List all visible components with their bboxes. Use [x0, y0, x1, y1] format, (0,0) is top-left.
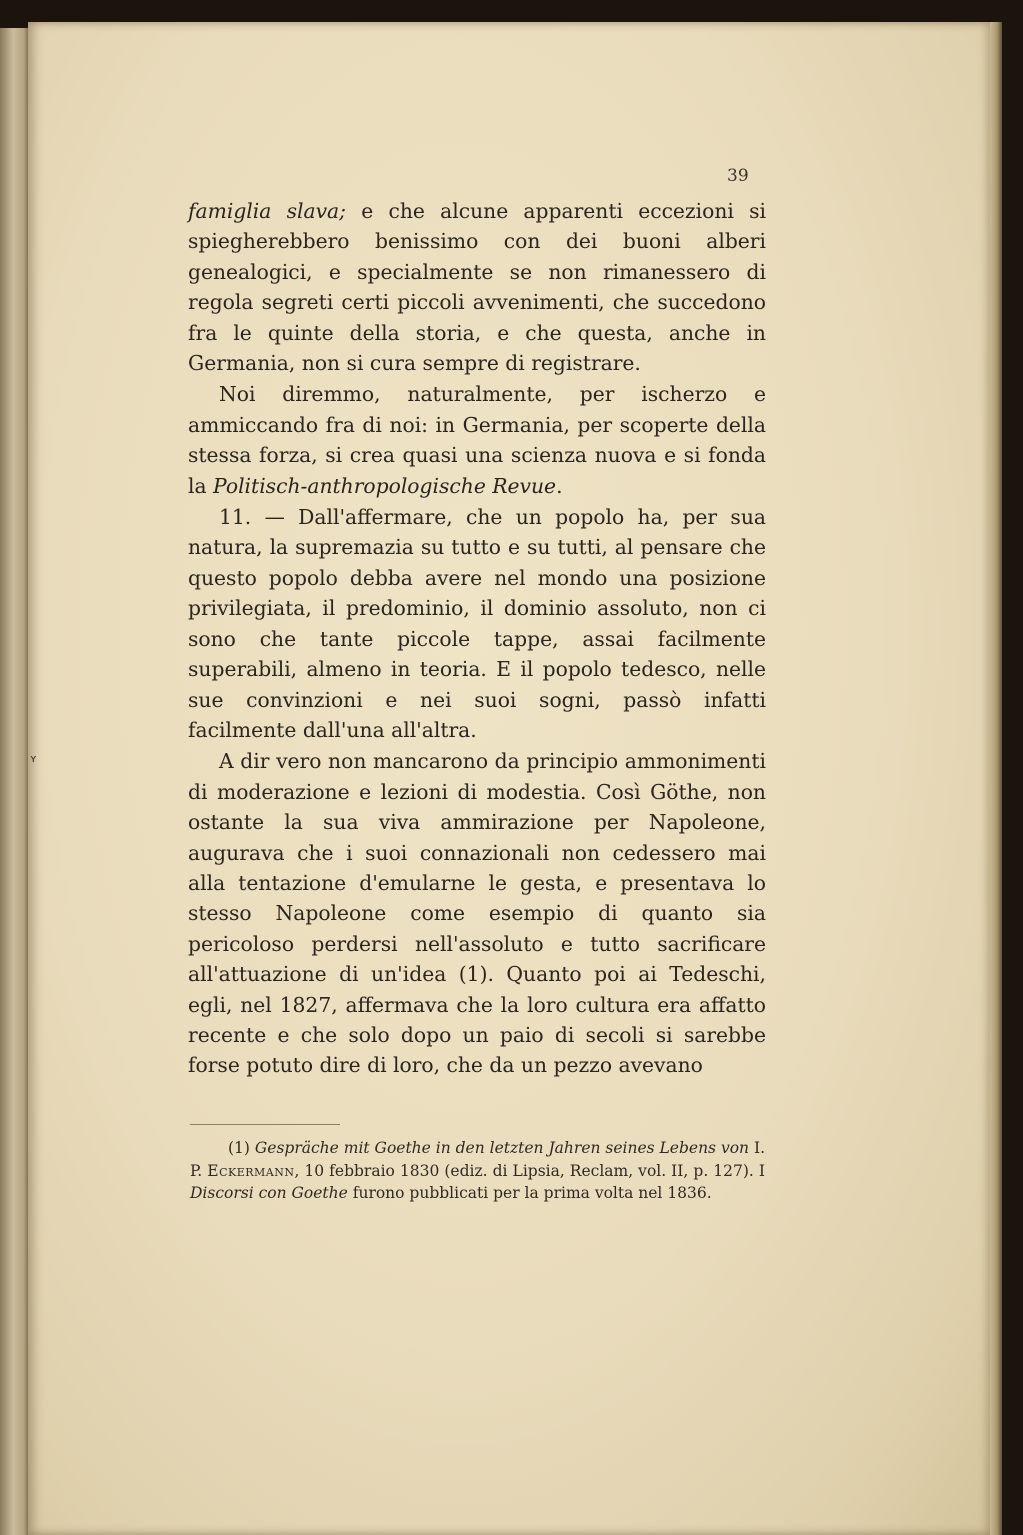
- main-text: [188, 196, 766, 1081]
- paragraph-1-text: e che alcune apparenti eccezioni si spiegherebbero benissimo con dei buoni alberi genealogici, e specialmente se non rimanessero di regola segreti certi piccoli avvenimenti, che succedono fra le quinte della storia, e che questa, anche in Germania, non si cura sempre di registrare.: [188, 199, 766, 376]
- page-number: 39: [727, 166, 749, 186]
- paragraph-1: [188, 196, 766, 378]
- paragraph-2-end: .: [556, 473, 563, 498]
- footnote-work-title: Discorsi con Goethe: [190, 1184, 348, 1202]
- section-number: 11.: [219, 505, 252, 530]
- left-page-edge: [0, 28, 30, 1535]
- footnote-book-title: Gespräche mit Goethe in den letzten Jahren seines Lebens von: [254, 1139, 750, 1157]
- footnote-marker: (1): [228, 1139, 250, 1157]
- paragraph-2-text: Noi diremmo, naturalmente, per ischerzo e ammiccando fra di noi: in Germania, per scoperte della stessa forza, si crea quasi una scienza nuova e si fonda la: [188, 382, 766, 498]
- footnote-text-2: , 10 febbraio 1830 (ediz. di Lipsia, Reclam, vol. II, p. 127). I: [294, 1161, 765, 1180]
- paragraph-4-text: A dir vero non mancarono da principio ammonimenti di moderazione e lezioni di modestia. Così Göthe, non ostante la sua viva ammirazione per Napoleone, augurava che i suoi connazionali non cedessero mai alla tentazione d'emularne le gesta, e presentava lo stesso Napoleone come esempio di quanto sia pericoloso perdersi nell'assoluto e tutto sacrificare all'attuazione di un'idea (1). Quanto poi ai Tedeschi, egli, nel 1827, affermava che la loro cultura era affatto recente e che solo dopo un paio di secoli si sarebbe forse potuto dire di loro, che da un pezzo avevano: [188, 749, 766, 1078]
- margin-mark: ʏ: [30, 752, 37, 765]
- footnote-rule: [190, 1124, 340, 1125]
- journal-title: Politisch-anthropologische Revue: [213, 473, 557, 498]
- right-page-edge: [990, 22, 1002, 1535]
- paragraph-4: [188, 746, 766, 1080]
- italic-phrase: famiglia slava;: [188, 199, 346, 223]
- footnote-author: Eckermann: [207, 1161, 295, 1180]
- paragraph-2: [188, 379, 766, 501]
- paragraph-3: [188, 502, 766, 745]
- footnote-text-1: I. P.: [190, 1139, 765, 1180]
- footnote-1: [190, 1137, 765, 1205]
- paragraph-3-text: — Dall'affermare, che un popolo ha, per sua natura, la supremazia su tutto e su tutti, al pensare che questo popolo debba avere nel mondo una posizione privilegiata, il predominio, il dominio assoluto, non ci sono che tante piccole tappe, assai facilmente superabili, almeno in teoria. E il popolo tedesco, nelle sue convinzioni e nei suoi sogni, passò infatti facilmente dall'una all'altra.: [188, 505, 766, 742]
- footnote-text-3: furono pubblicati per la prima volta nel 1836.: [347, 1184, 712, 1202]
- footnotes: [190, 1137, 765, 1205]
